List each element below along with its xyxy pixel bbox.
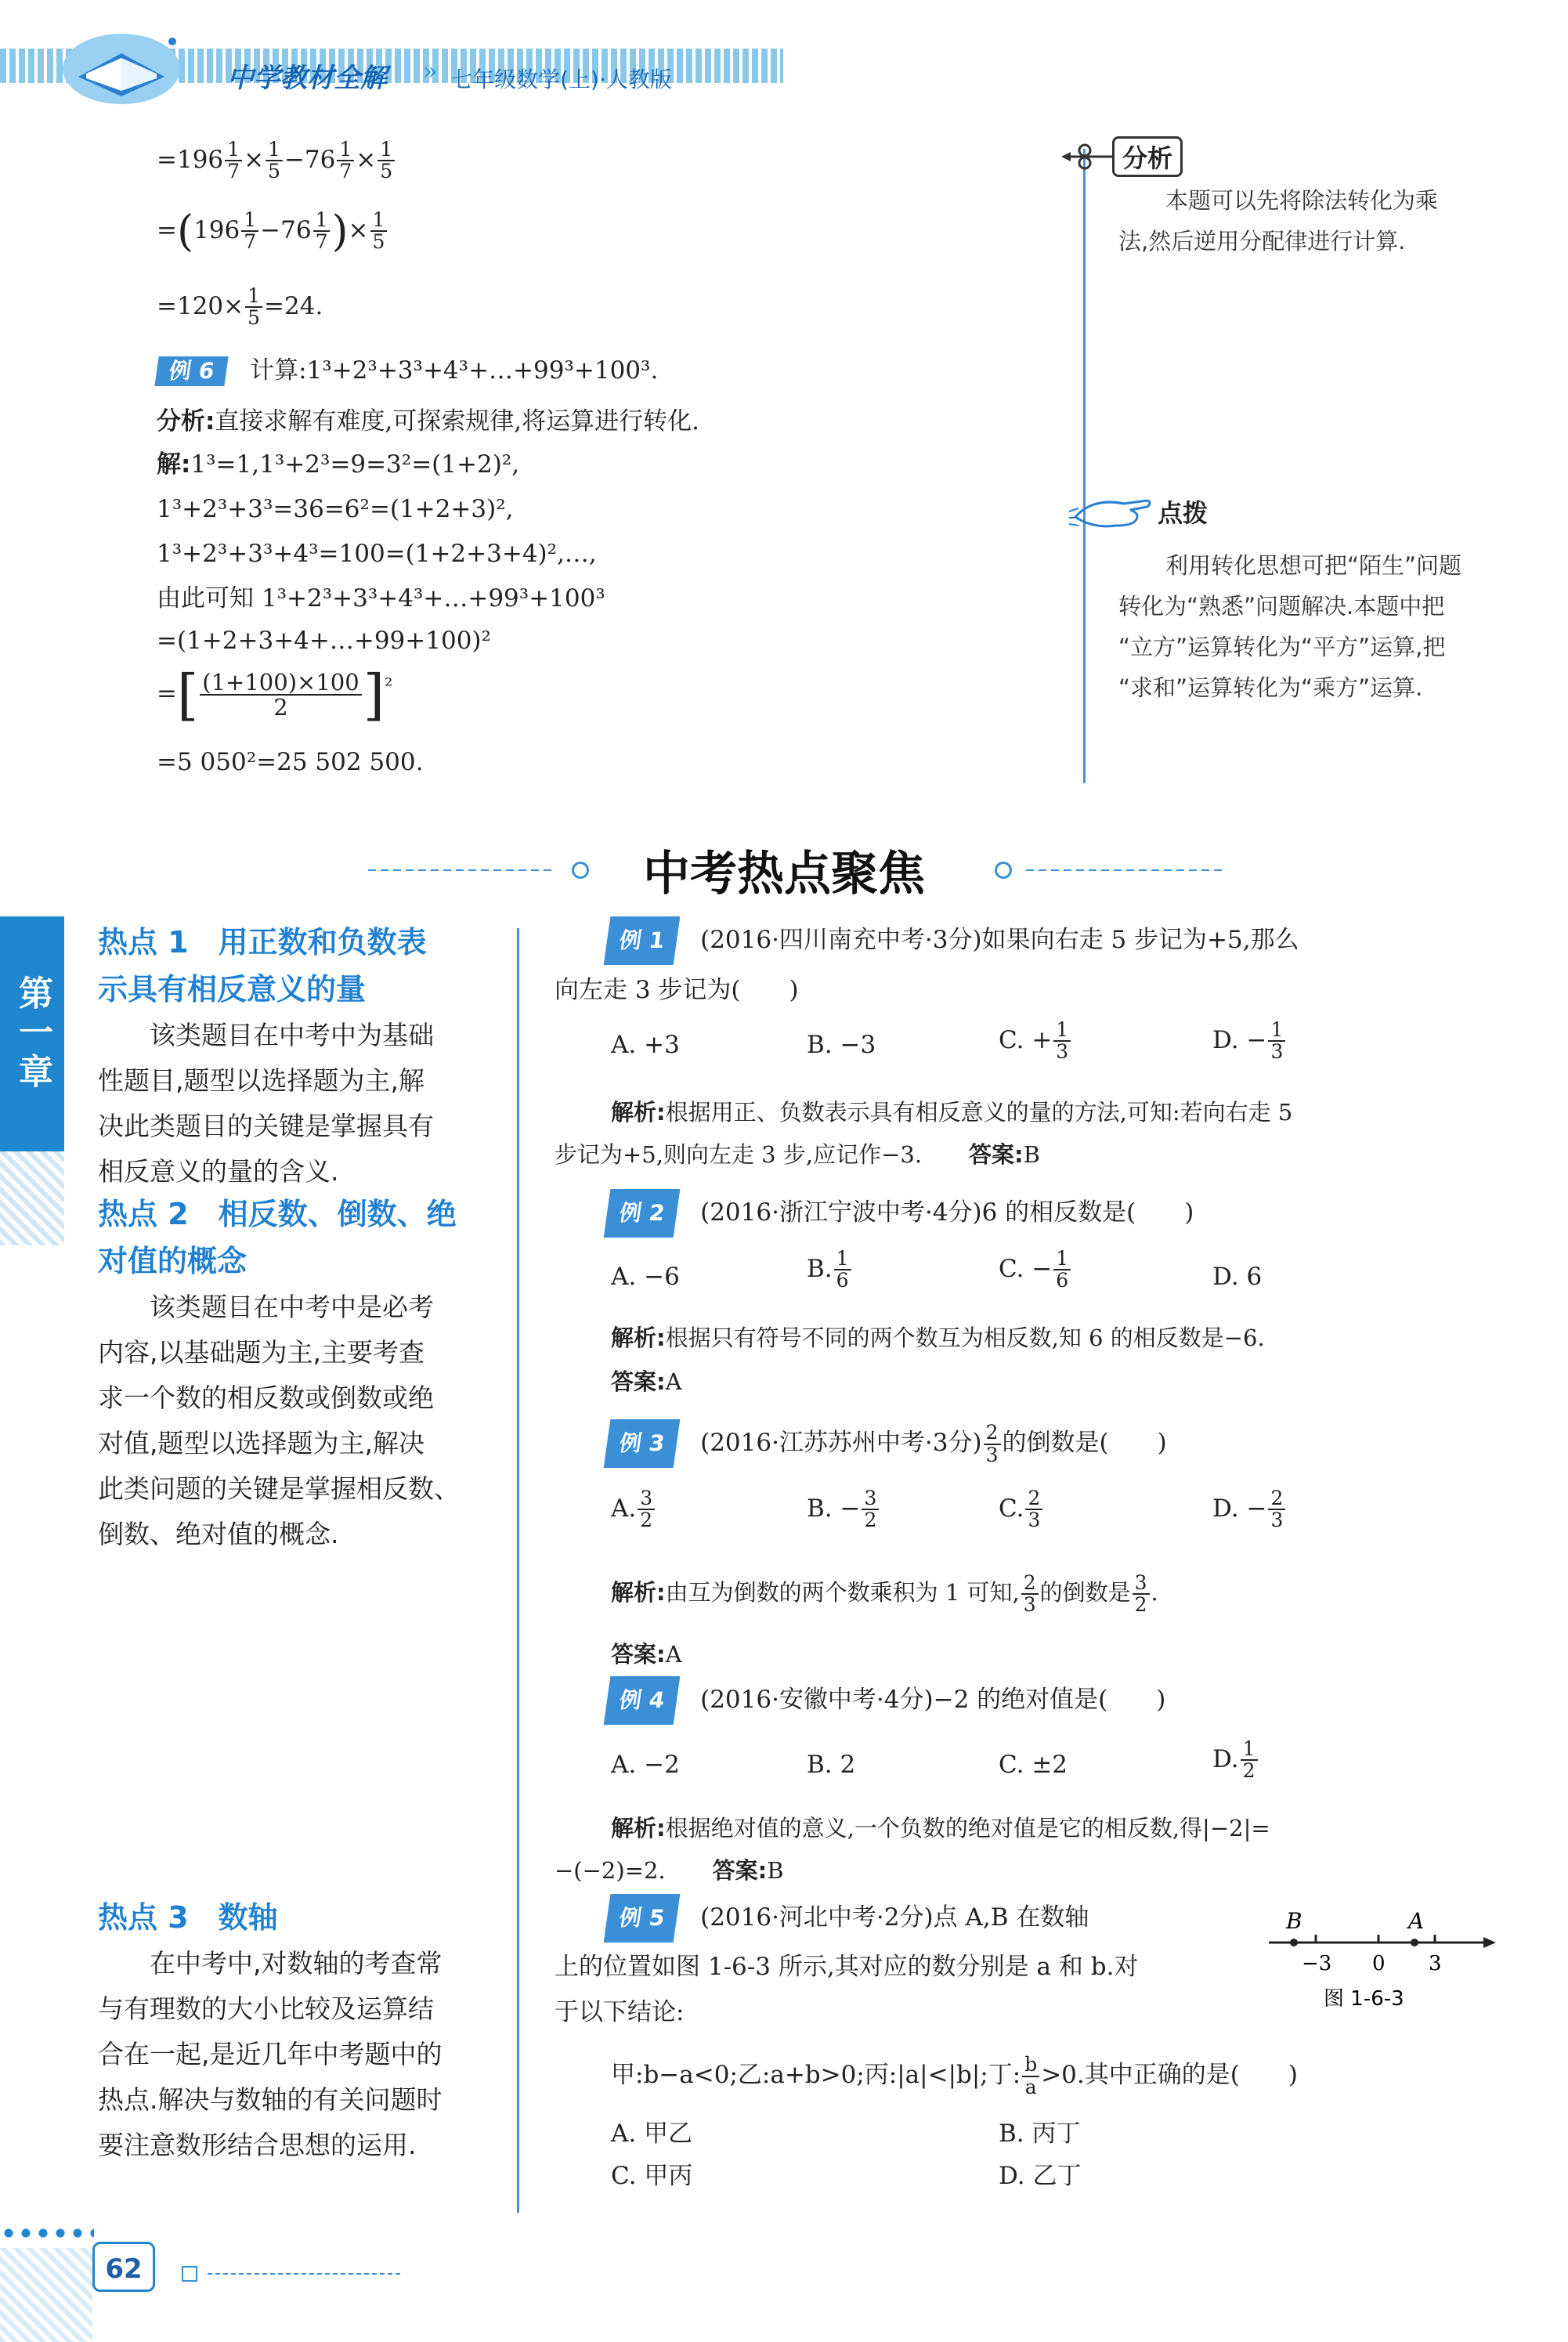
- example-3-option-c: C. $\frac{2}{3}$: [999, 1488, 1044, 1531]
- figure-caption: 图 1-6-3: [1324, 1987, 1404, 2011]
- pointing-hand-icon: [1069, 490, 1155, 537]
- column-divider: [517, 928, 519, 2213]
- example-1-question: 例 1 (2016·四川南充中考·3分)如果向右走 5 步记为+5,那么: [607, 916, 1299, 965]
- example-3-question: 例 3 (2016·江苏苏州中考·3分) $\frac{2}{3}$ 的倒数是( ): [607, 1419, 1167, 1468]
- hotspot-3-body: 在中考中,对数轴的考查常 与有理数的大小比较及运算结 合在一起,是近几年中考题中的 热点.解决与数轴的有关问题时 要注意数形结合思想的运用.: [98, 1948, 443, 2160]
- example6-s1: 解:1³=1,1³+2³=9=3²=(1+2)²,: [157, 450, 520, 479]
- example6-s5: =(1+2+3+4+…+99+100)²: [157, 627, 491, 655]
- example-3-option-d: D. − $\frac{2}{3}$: [1212, 1488, 1287, 1531]
- example-5-question-cont-2: 于以下结论:: [555, 1998, 685, 2026]
- example6-s7: =5 050²=25 502 500.: [157, 748, 424, 776]
- tick-label-0: 0: [1372, 1952, 1386, 1975]
- example-5-option-b: B. 丙丁: [999, 2120, 1081, 2148]
- example-1-question-cont: 向左走 3 步记为( ): [555, 976, 799, 1004]
- example-4-solution-cont: −(−2)=2. 答案:B: [555, 1857, 784, 1884]
- example-3-option-b: B. − $\frac{3}{2}$: [807, 1488, 880, 1531]
- side-tip-label: 点拨: [1158, 498, 1209, 528]
- example-2-answer: 答案:A: [611, 1368, 682, 1395]
- number-line-figure: [1261, 1896, 1504, 2013]
- example6-prompt: 计算:1³+2³+3³+4³+…+99³+100³.: [250, 356, 659, 385]
- example-4-question: 例 4 (2016·安徽中考·4分)−2 的绝对值是( ): [607, 1676, 1165, 1725]
- footer-square: [182, 2266, 197, 2282]
- example-badge: 例 6: [154, 356, 229, 386]
- side-analysis-text: 本题可以先将除法转化为乘 法,然后逆用分配律进行计算.: [1118, 187, 1439, 255]
- book-logo-icon: [55, 22, 188, 108]
- example-5-question-cont: 上的位置如图 1-6-3 所示,其对应的数分别是 a 和 b.对: [555, 1953, 1139, 1981]
- example-2-option-b: B. $\frac{1}{6}$: [807, 1249, 853, 1292]
- example-2-option-d: D. 6: [1212, 1263, 1263, 1291]
- example6-s2: 1³+2³+3³=36=6²=(1+2+3)²,: [157, 495, 514, 523]
- calc-line-3: =120× $\frac{1}{5}$ =24.: [157, 284, 323, 330]
- side-tip-text: 利用转化思想可把“陌生”问题 转化为“熟悉”问题解决.本题中把 “立方”运算转化为“平方”运算,把 “求和”运算转化为“乘方”运算.: [1118, 552, 1462, 701]
- example6-s3: 1³+2³+3³+4³=100=(1+2+3+4)²,…,: [157, 540, 597, 568]
- hotspot-2-body: 该类题目在中考中是必考 内容,以基础题为主,主要考查 求一个数的相反数或倒数或绝 对值,题型以选择题为主,解决 此类问题的关键是掌握相反数、 倒数、绝对值的概念.: [98, 1292, 460, 1549]
- example-5-question: 例 5 (2016·河北中考·2分)点 A,B 在数轴: [607, 1894, 1089, 1943]
- book-title: 中学教材全解: [227, 63, 387, 94]
- example-5-option-a: A. 甲乙: [611, 2120, 693, 2148]
- calc-line-1: =196 $\frac{1}{7}$ × $\frac{1}{5}$ −76 $\frac{1}{7}$ × $\frac{1}{5}$: [157, 139, 396, 183]
- hotspot-3: [98, 1894, 505, 2168]
- chapter-stripe: [0, 1151, 64, 1245]
- banner-dash-right: [1026, 869, 1222, 871]
- banner-ring-right: [995, 862, 1012, 879]
- example-1-option-c: C. + $\frac{1}{3}$: [999, 1020, 1072, 1063]
- example-2-option-c: C. − $\frac{1}{6}$: [999, 1249, 1072, 1292]
- hotspot-2: [98, 1191, 505, 1557]
- example-3-answer: 答案:A: [611, 1641, 682, 1668]
- hotspot-2-title: 热点 2 相反数、倒数、绝 对值的概念: [98, 1197, 457, 1278]
- example-4-solution: 解析:根据绝对值的意义,一个负数的绝对值是它的相反数,得|−2|=: [611, 1815, 1270, 1841]
- tick-label-3: 3: [1429, 1952, 1442, 1975]
- example-1-solution: 解析:根据用正、负数表示具有相反意义的量的方法,可知:若向右走 5: [611, 1099, 1293, 1126]
- calc-line-2: =(196 $\frac{1}{7}$ −76 $\frac{1}{7}$ )× $\frac{1}{5}$: [157, 210, 388, 253]
- side-divider: [1083, 149, 1086, 783]
- hotspot-1-body: 该类题目在中考中为基础 性题目,题型以选择题为主,解 决此类题目的关键是掌握具有 相反意义的量的含义.: [98, 1020, 434, 1187]
- example-2-solution: 解析:根据只有符号不同的两个数互为相反数,知 6 的相反数是−6.: [611, 1325, 1265, 1351]
- book-subtitle: 七年级数学(上)·人教版: [450, 67, 672, 92]
- chapter-tab: 第一章: [0, 916, 64, 1151]
- header-separator: »: [423, 58, 438, 85]
- footer-dots: [0, 2228, 94, 2238]
- example-5-statements: 甲:b−a<0;乙:a+b>0;丙:|a|<|b|;丁: $\frac{b}{a}$ >0.其中正确的是( ): [611, 2053, 1298, 2098]
- footer-line: [208, 2273, 403, 2275]
- example6-s4: 由此可知 1³+2³+3³+4³+…+99³+100³: [157, 584, 605, 613]
- example-2-question: 例 2 (2016·浙江宁波中考·4分)6 的相反数是( ): [607, 1189, 1194, 1238]
- example-1-option-a: A. +3: [611, 1031, 680, 1059]
- example-4-option-c: C. ±2: [999, 1751, 1068, 1779]
- page-number: 62: [92, 2242, 155, 2292]
- point-A: [1411, 1939, 1418, 1946]
- example-4-option-b: B. 2: [807, 1751, 856, 1779]
- point-B: [1290, 1939, 1298, 1946]
- example-3-solution: 解析:由互为倒数的两个数乘积为 1 可知, $\frac{2}{3}$ 的倒数是 $\frac{3}{2}$ .: [611, 1570, 1158, 1616]
- hotspot-1-title: 热点 1 用正数和负数表 示具有相反意义的量: [98, 925, 427, 1007]
- example-1-solution-cont: 步记为+5,则向左走 3 步,应记作−3. 答案:B: [555, 1141, 1040, 1168]
- example-3-option-a: A. $\frac{3}{2}$: [611, 1488, 656, 1531]
- example-1-option-b: B. −3: [807, 1031, 876, 1059]
- example-4-option-d: D. $\frac{1}{2}$: [1212, 1739, 1259, 1782]
- tick-label-neg3: −3: [1302, 1952, 1332, 1975]
- hotspot-3-title: 热点 3 数轴: [98, 1900, 278, 1935]
- label-B: B: [1286, 1908, 1302, 1934]
- example-5-option-c: C. 甲丙: [611, 2162, 693, 2190]
- example6-analysis: 分析:直接求解有难度,可探索规律,将运算进行转化.: [157, 407, 699, 436]
- side-analysis-label: 分析: [1112, 136, 1183, 177]
- label-A: A: [1408, 1908, 1425, 1934]
- example6-header: [157, 356, 658, 386]
- example-5-option-d: D. 乙丁: [999, 2162, 1082, 2190]
- example-1-option-d: D. − $\frac{1}{3}$: [1212, 1020, 1287, 1063]
- example-2-option-a: A. −6: [611, 1263, 680, 1291]
- example6-s6: =[ $\frac{(1+100)\times 100}{2}$ ]$^{^2}$: [157, 663, 393, 727]
- hotspot-1: [98, 919, 505, 1194]
- example-4-option-a: A. −2: [611, 1751, 680, 1779]
- footer-band: [0, 2248, 92, 2342]
- number-line-arrow: [1483, 1937, 1496, 1948]
- section-title: 中考热点聚焦: [643, 847, 925, 902]
- scissors-icon: [1061, 141, 1116, 172]
